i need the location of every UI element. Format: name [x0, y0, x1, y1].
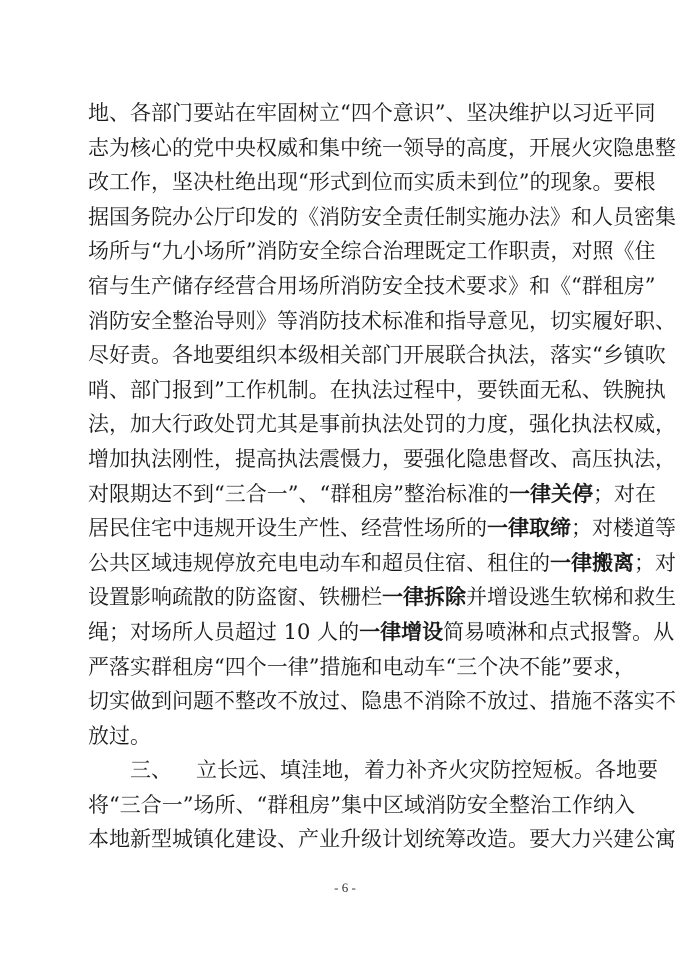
text-line: 消防安全整治导则》等消防技术标准和指导意见，切实履好职、 [88, 308, 676, 333]
emphasis-text: 一律搬离 [550, 549, 634, 575]
text-run: 公共区域违规停放充电电动车和超员住宿、租住的 [88, 550, 550, 575]
text-line: 尽好责。各地要组织本级相关部门开展联合执法，落实“乡镇吹 [88, 343, 666, 368]
text-run: 并增设逃生软梯和救生 [466, 585, 676, 610]
text-line: 放过。 [88, 723, 151, 748]
text-line [88, 580, 676, 615]
text-line: 改工作，坚决杜绝出现“形式到位而实质未到位”的现象。要根 [88, 170, 656, 195]
text-line [88, 511, 676, 546]
emphasis-text: 一律取缔 [487, 515, 571, 541]
text-run: 设置影响疏散的防盗窗、铁栅栏 [88, 585, 382, 610]
text-line: 法，加大行政处罚尤其是事前执法处罚的力度，强化执法权威， [88, 412, 676, 437]
text-line: 据国务院办公厅印发的《消防安全责任制实施办法》和人员密集 [88, 204, 676, 229]
text-run: ；对在 [592, 481, 656, 506]
emphasis-text: 一律拆除 [382, 584, 466, 610]
section-heading-text: 立长远、填洼地，着力补齐火灾防控短板。各地要 [196, 758, 658, 783]
text-run: 绳；对场所人员超过 10 人的 [88, 619, 360, 644]
text-run: 对限期达不到“三合一”、“群租房”整治标准的 [88, 481, 509, 506]
text-line: 场所与“九小场所”消防安全综合治理既定工作职责，对照《住 [88, 239, 656, 264]
text-run: ；对 [634, 550, 676, 575]
text-run: 居民住宅中违规开设生产性、经营性场所的 [88, 516, 487, 541]
emphasis-text: 一律关停 [508, 480, 593, 506]
text-line: 将“三合一”场所、“群租房”集中区域消防安全整治工作纳入 [88, 792, 635, 817]
text-line: 切实做到问题不整改不放过、隐患不消除不放过、措施不落实不 [88, 689, 676, 714]
text-line: 本地新型城镇化建设、产业升级计划统筹改造。要大力兴建公寓 [88, 827, 676, 852]
text-line: 哨、部门报到”工作机制。在执法过程中，要铁面无私、铁腕执 [88, 377, 666, 402]
text-run: ；对楼道等 [571, 516, 676, 541]
emphasis-text: 一律增设 [359, 618, 444, 644]
text-line [88, 615, 675, 650]
body-text [88, 96, 676, 857]
text-line [88, 477, 656, 512]
section-number: 三、 [130, 758, 172, 783]
text-line: 增加执法刚性，提高执法震慑力，要强化隐患督改、高压执法， [88, 446, 676, 471]
text-line: 宿与生产储存经营合用场所消防安全技术要求》和《“群租房” [88, 273, 656, 298]
text-line: 志为核心的党中央权威和集中统一领导的高度，开展火灾隐患整 [88, 135, 676, 160]
text-run: 简易喷淋和点式报警。从 [443, 619, 675, 644]
text-line: 严落实群租房“四个一律”措施和电动车“三个决不能”要求， [88, 654, 635, 679]
text-line: 地、各部门要站在牢固树立“四个意识”、坚决维护以习近平同 [88, 101, 656, 125]
section-heading [88, 753, 658, 788]
text-line [88, 546, 676, 581]
page-number: - 6 - [334, 880, 356, 895]
